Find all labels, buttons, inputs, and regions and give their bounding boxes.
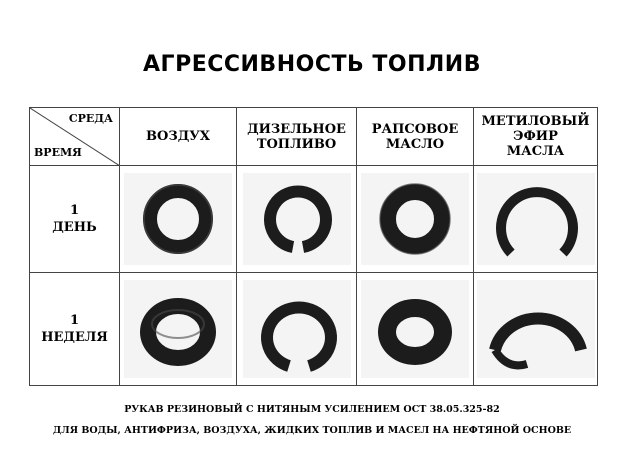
column-header-air: ВОЗДУХ xyxy=(120,108,237,166)
split-ring-photo xyxy=(243,280,351,378)
broken-ring-photo xyxy=(477,280,595,378)
broken-ring-photo xyxy=(477,173,595,265)
split-ring-photo xyxy=(243,173,351,265)
sample-cell xyxy=(237,273,357,386)
row-1-day xyxy=(30,166,598,273)
caption-line-1: РУКАВ РЕЗИНОВЫЙ С НИТЯНЫМ УСИЛЕНИЕМ ОСТ 38.05.325-82 xyxy=(124,404,500,415)
column-header-diesel: ДИЗЕЛЬНОЕ ТОПЛИВО xyxy=(237,108,357,166)
header-row xyxy=(30,108,598,166)
page-title: АГРЕССИВНОСТЬ ТОПЛИВ xyxy=(143,52,481,77)
sample-cell xyxy=(237,166,357,273)
rubber-ring-photo xyxy=(124,173,232,265)
row-header-1-day: 1 ДЕНЬ xyxy=(30,166,120,273)
column-header-methyl-ester: МЕТИЛОВЫЙ ЭФИР МАСЛА xyxy=(474,108,598,166)
caption-line-2: ДЛЯ ВОДЫ, АНТИФРИЗА, ВОЗДУХА, ЖИДКИХ ТОПЛИВ И МАСЕЛ НА НЕФТЯНОЙ ОСНОВЕ xyxy=(52,425,572,436)
corner-cell xyxy=(30,108,120,166)
sample-cell xyxy=(120,166,237,273)
sample-cell xyxy=(357,273,474,386)
sample-cell xyxy=(474,166,598,273)
corner-bottom-label: ВРЕМЯ xyxy=(34,146,82,159)
sample-cell xyxy=(120,273,237,386)
column-header-rapeseed-oil: РАПСОВОЕ МАСЛО xyxy=(357,108,474,166)
rubber-ring-photo xyxy=(124,280,232,378)
sample-cell xyxy=(357,166,474,273)
rubber-ring-photo xyxy=(361,173,469,265)
row-1-week xyxy=(30,273,598,386)
row-header-1-week: 1 НЕДЕЛЯ xyxy=(30,273,120,386)
rubber-ring-photo xyxy=(361,280,469,378)
corner-top-label: СРЕДА xyxy=(68,112,113,125)
fuel-aggressiveness-table xyxy=(29,107,598,386)
sample-cell xyxy=(474,273,598,386)
